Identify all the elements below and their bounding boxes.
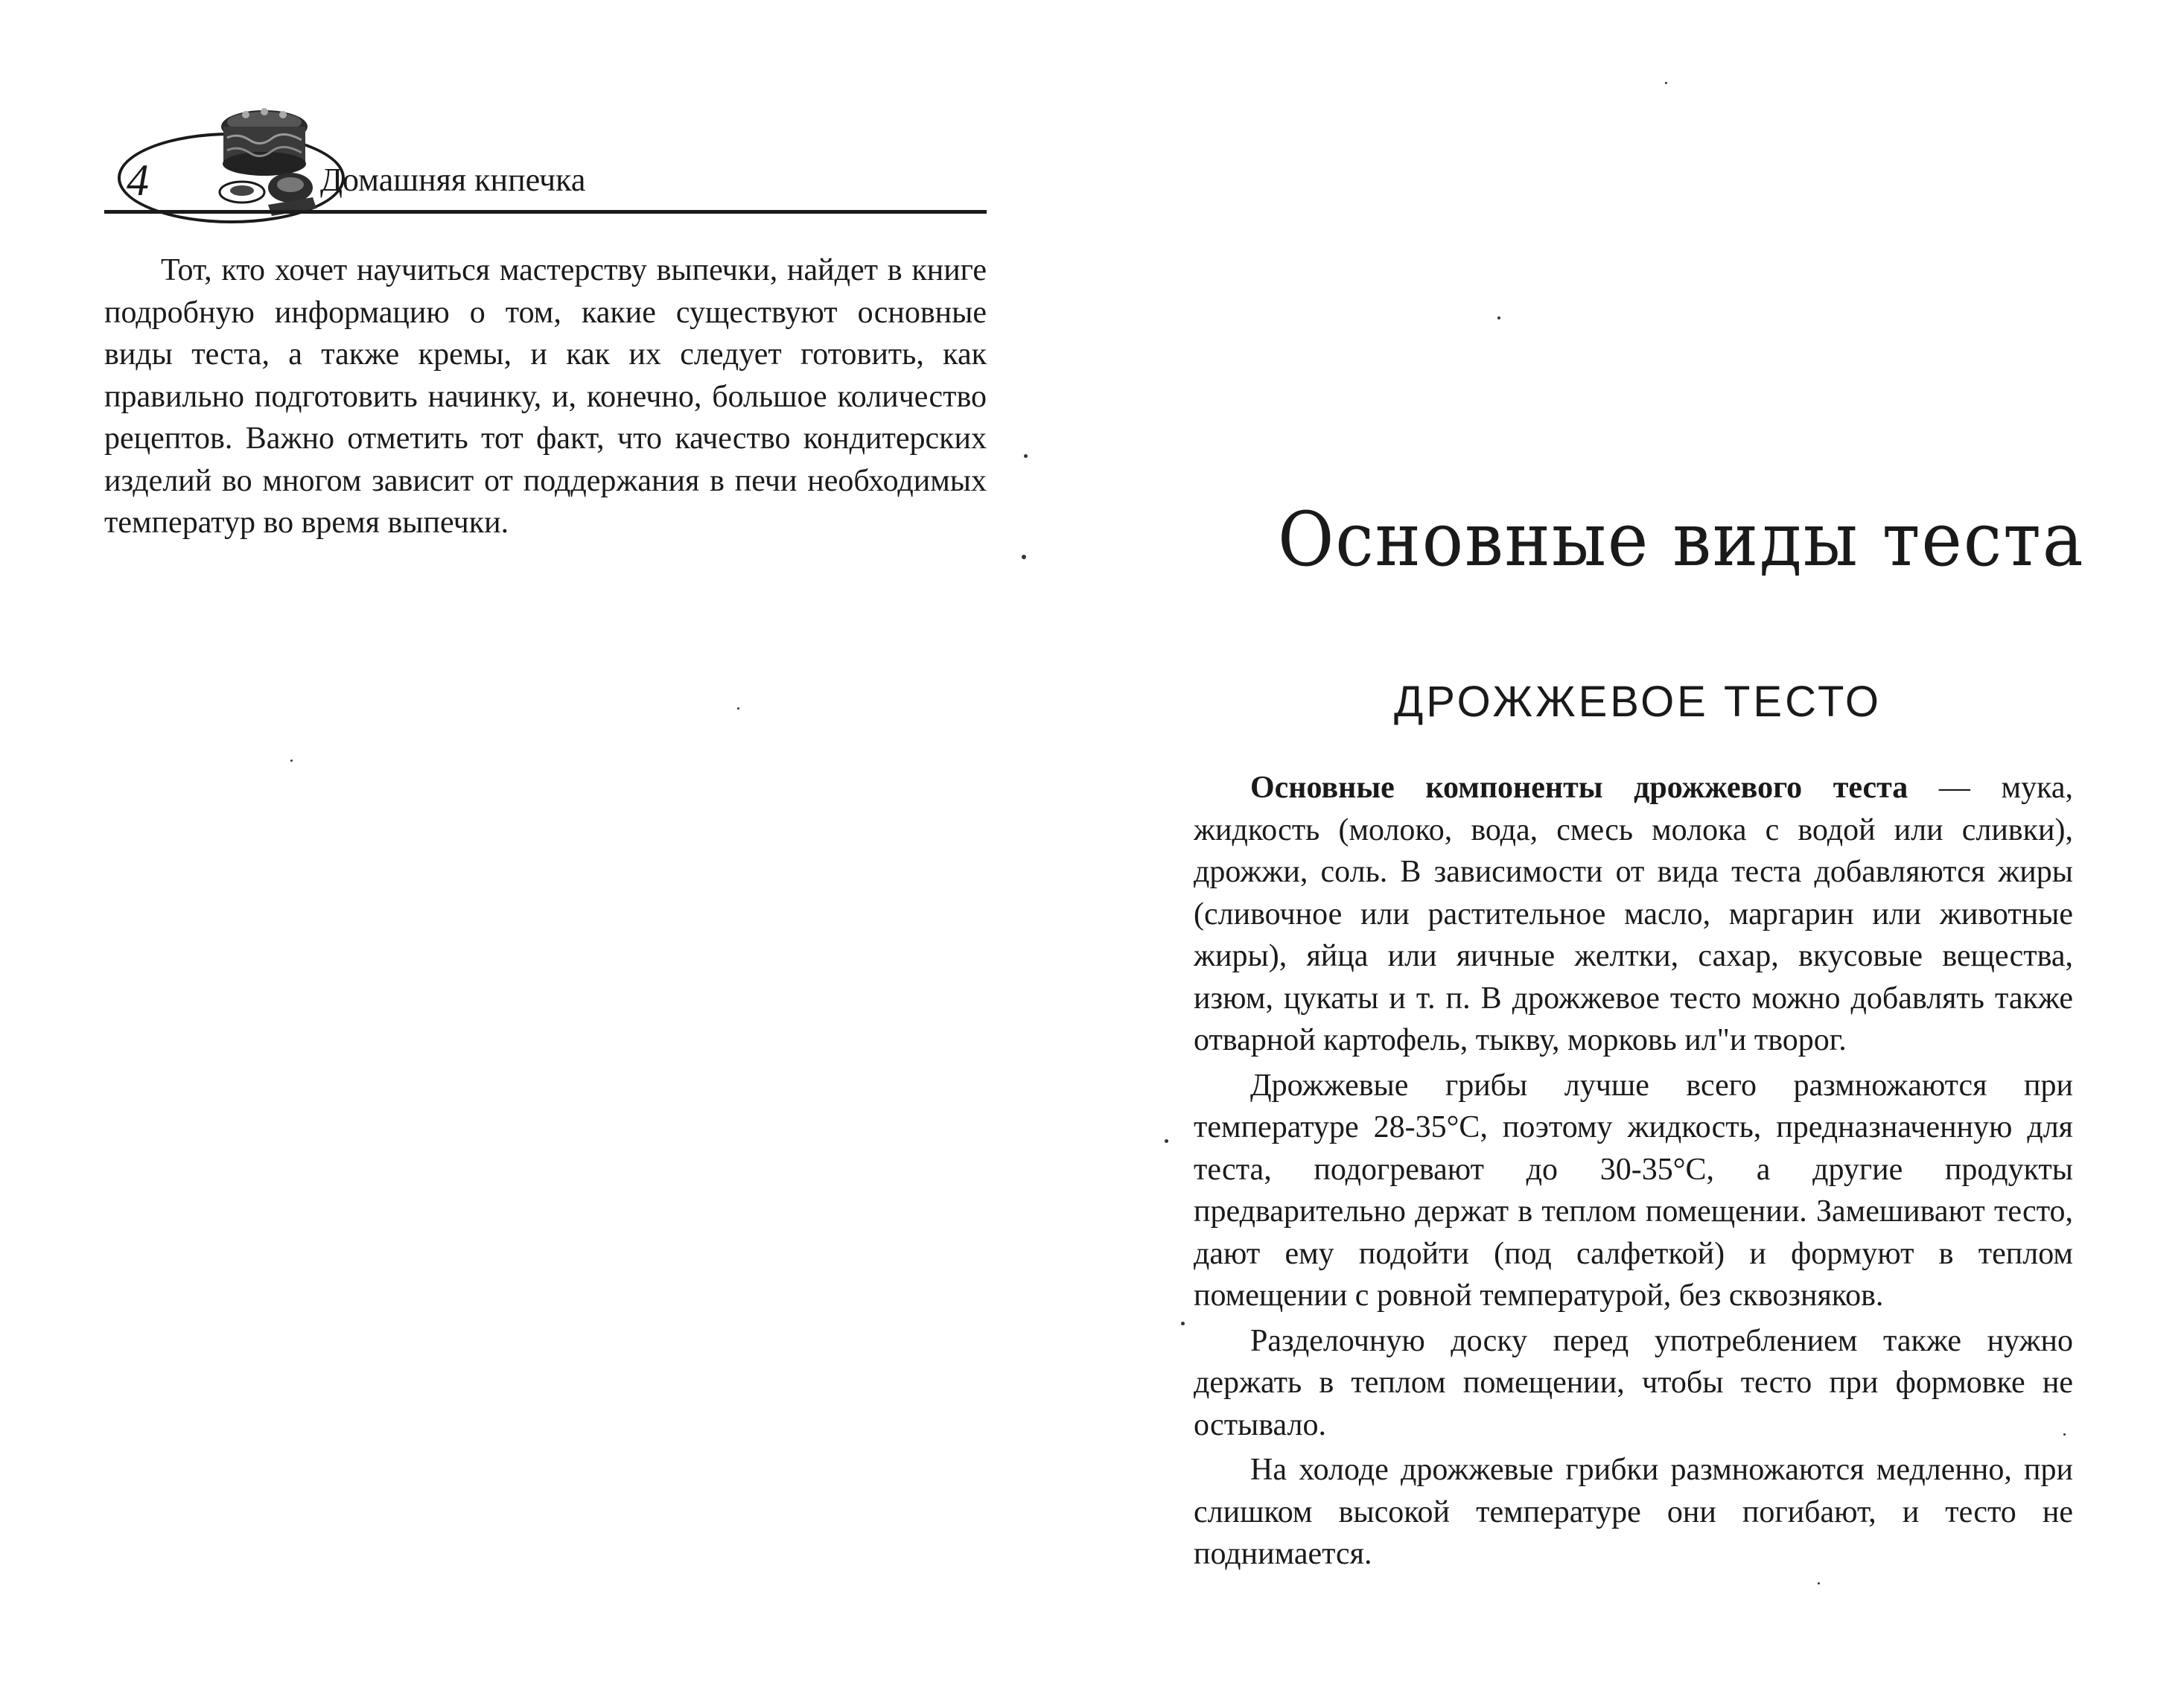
- scan-speck: [1665, 82, 1667, 84]
- page-number: 4: [127, 156, 149, 205]
- paragraph-cold: На холоде дрожжевые грибки размножаются медленно, при слишком высокой температуре они погибают, и тесто не поднимается.: [1194, 1453, 2073, 1571]
- paragraph-components-text: — мука, жидкость (молоко, вода, смесь молока с водой или сливки), дрожжи, соль. В зависимости от вида теста добавляются жиры (сливочное или растительное масло, маргарин или животные жиры), яйца или яичные желтки, сахар, вкусовые вещества, изюм, цукаты и т. п. В дрожжевое тесто можно добавлять также отварной картофель, тыкву, морковь ил"и творог.: [1194, 771, 2073, 1057]
- scan-speck: [1818, 1582, 1820, 1585]
- scan-speck: [290, 759, 293, 762]
- term-bold: Основные компоненты дрожжевого теста: [1250, 771, 1908, 805]
- scan-speck: [1165, 1139, 1168, 1143]
- running-header: [104, 97, 987, 223]
- section-body: [1194, 767, 2073, 1579]
- scan-speck: [737, 707, 739, 710]
- scan-speck: [1022, 555, 1026, 559]
- right-page: [1092, 0, 2184, 1688]
- cake-vignette-icon: [194, 97, 343, 223]
- paragraph-components: [1194, 767, 2073, 1062]
- chapter-title: Основные виды теста: [1278, 496, 2085, 583]
- section-title: ДРОЖЖЕВОЕ ТЕСТО: [1393, 678, 1882, 726]
- running-title: Домашняя кнпечка: [320, 162, 586, 198]
- scan-speck: [2063, 1433, 2066, 1436]
- scan-speck: [1181, 1322, 1185, 1325]
- scan-speck: [1024, 454, 1028, 458]
- paragraph-temperature: Дрожжевые грибы лучше всего размножаются при температуре 28-35°С, поэтому жидкость, предназначенную для теста, подогревают до 30-35°С, а другие продукты предварительно держат в теплом помещении. Замешивают тесто, дают ему подойти (под салфеткой) и формуют в теплом помещении с ровной температурой, без сквозняков.: [1194, 1068, 2073, 1313]
- header-rule: [104, 210, 987, 214]
- scan-speck: [1497, 316, 1500, 319]
- intro-paragraph: Тот, кто хочет научиться мастерству выпечки, найдет в книге подробную информацию о том, какие существуют основные виды теста, а также кремы, и как их следует готовить, как правильно подготовить начинку, и, конечно, большое количество рецептов. Важно отметить тот факт, что качество кондитерских изделий во многом зависит от поддержания в печи необходимых температур во время выпечки.: [104, 253, 987, 540]
- paragraph-board: Разделочную доску перед употреблением также нужно держать в теплом помещении, чтобы тесто при формовке не остывало.: [1194, 1323, 2073, 1442]
